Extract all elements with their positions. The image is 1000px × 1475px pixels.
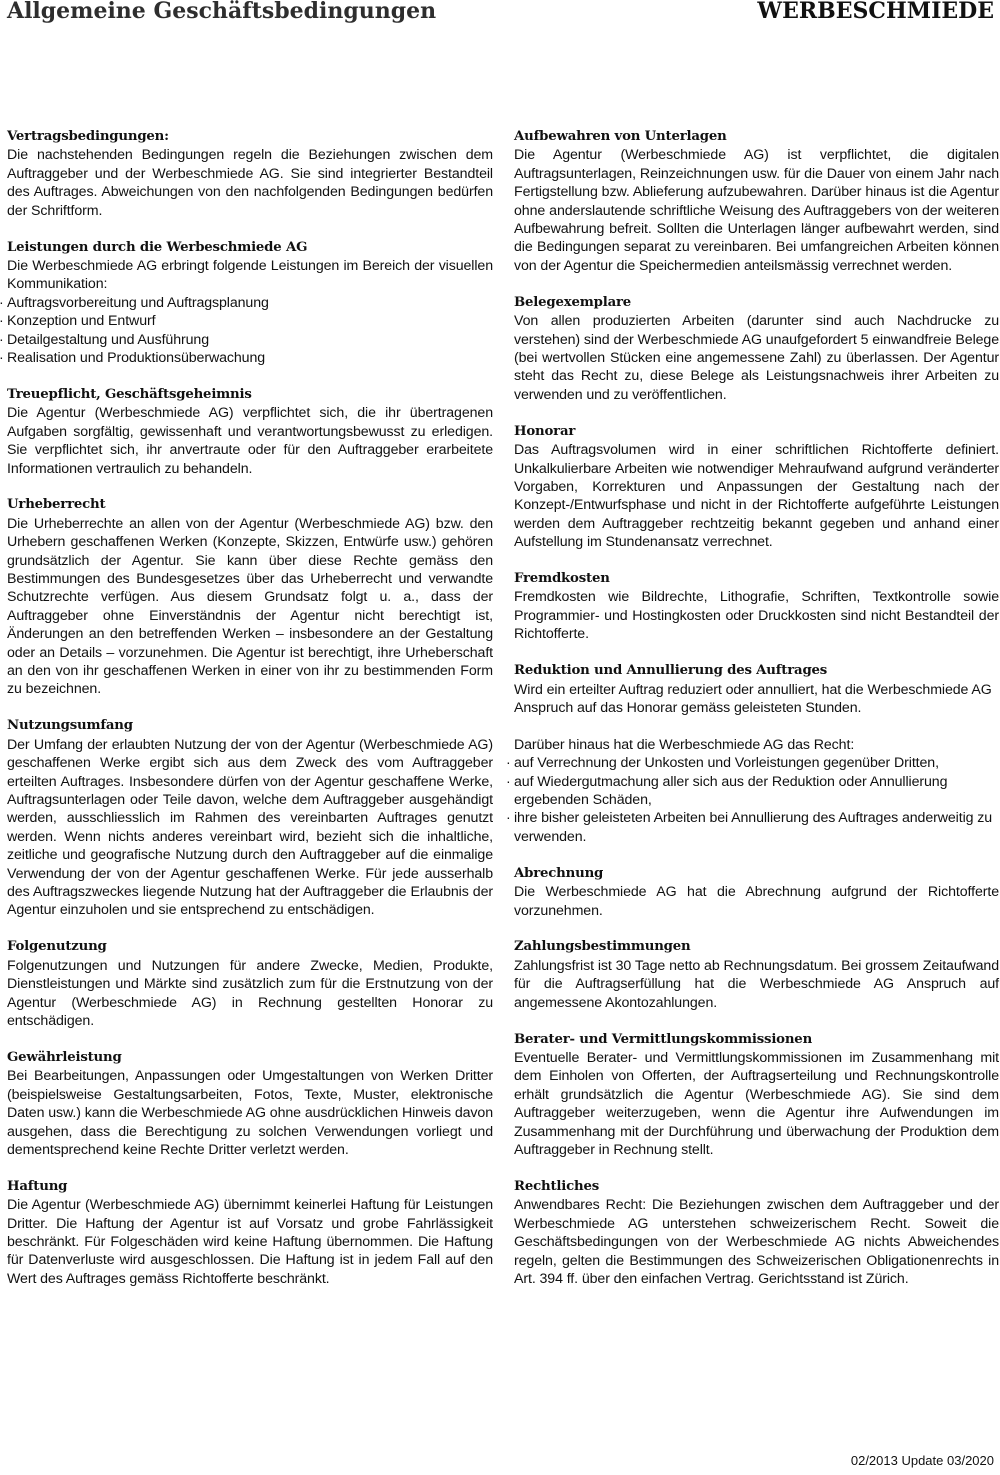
section-honorar	[514, 423, 999, 552]
section-treuepflicht	[7, 386, 493, 478]
section-gewaehrleistung	[7, 1049, 493, 1159]
section-heading: Leistungen durch die Werbeschmiede AG	[7, 239, 308, 255]
section-heading: Zahlungsbestimmungen	[514, 939, 691, 955]
list-item: · Realisation und Produktionsüberwachung	[7, 349, 493, 367]
section-rechtliches	[514, 1178, 999, 1288]
section-text: Die Agentur (Werbeschmiede AG) verpflichtet sich, die ihr übertragenen Aufgaben sorgfältig, gewissenhaft und verantwortungsbewusst zu erledigen. Sie verpflichtet sich, ihr anvertraute oder für den Auftraggeber erarbeitete Informationen vertraulich zu behandeln.	[7, 405, 493, 477]
section-text: Die Agentur (Werbeschmiede AG) ist verpflichtet, die digitalen Auftragsunterlagen, Reinzeichnungen usw. für die Dauer von einem Jahr nach Fertigstellung bzw. Ablieferung aufzubewahren. Darüber hinaus ist die Agentur ohne anderslautende schriftliche Weisung des Auftraggebers von der weiteren Aufbewahrung befreit. Sollten die Unterlagen länger aufbewahrt werden, sind die Bedingungen separat zu vereinbaren. Bei umfangreichen Arbeiten können von der Agentur die Speichermedien anteilsmässig verrechnet werden.	[514, 147, 999, 274]
section-reduktion	[514, 662, 999, 846]
section-text: Bei Bearbeitungen, Anpassungen oder Umgestaltungen von Werken Dritter (beispielsweise Gestaltungsarbeiten, Fotos, Texte, Muster, elektronische Daten usw.) kann die Werbeschmiede AG ohne ausdrücklichen Hinweis davon ausgehen, dass die Berechtigung zu solchen Verwendungen vorliegt und dementsprechend keine Rechte Dritter verletzt werden.	[7, 1068, 493, 1158]
section-zahlungsbestimmungen	[514, 938, 999, 1012]
section-heading: Reduktion und Annullierung des Auftrages	[514, 663, 828, 679]
section-nutzungsumfang	[7, 717, 493, 919]
section-fremdkosten	[514, 570, 999, 644]
list-item: · auf Wiedergutmachung aller sich aus der Reduktion oder Annullierung ergebenden Schäden,	[514, 773, 999, 810]
section-aufbewahren	[514, 128, 999, 275]
section-heading: Aufbewahren von Unterlagen	[514, 129, 727, 144]
section-heading: Rechtliches	[514, 1178, 600, 1194]
section-urheberrecht	[7, 496, 493, 698]
leistungen-list	[7, 294, 493, 368]
list-item: · Detailgestaltung und Ausführung	[7, 331, 493, 349]
section-beraterkommissionen	[514, 1031, 999, 1160]
section-text: Fremdkosten wie Bildrechte, Lithografie, Schriften, Textkontrolle sowie Programmier- und Hostingkosten oder Druckkosten sind nicht Bestandteil der Richtofferte.	[514, 589, 999, 643]
section-text: Die Werbeschmiede AG erbringt folgende Leistungen im Bereich der visuellen Kommunikation:	[7, 257, 493, 293]
section-heading: Vertragsbedingungen:	[7, 129, 169, 144]
list-item: · Konzeption und Entwurf	[7, 312, 493, 330]
section-heading: Honorar	[514, 423, 576, 439]
section-text: Die Urheberrechte an allen von der Agentur (Werbeschmiede AG) bzw. den Urhebern geschaffenen Werken (Konzepte, Skizzen, Entwürfe usw.) gehören grundsätzlich der Agentur. Sie kann über diese Rechte gemäss den Bestimmungen des Bundesgesetzes über das Urheberrecht und verwandte Schutzrechte verfügen. Aus diesem Grundsatz folgt u. a., dass der Auftraggeber ohne Einverständnis der Agentur nicht berechtigt ist, Änderungen an den betreffenden Werken – insbesondere an der Gestaltung oder an Details – vorzunehmen. Die Agentur ist berechtigt, ihre Urheberschaft an den von ihr geschaffenen Werken in einer von ihr zu bestimmenden Form zu bezeichnen.	[7, 515, 493, 698]
section-heading: Folgenutzung	[7, 939, 107, 955]
section-heading: Treuepflicht, Geschäftsgeheimnis	[7, 386, 252, 402]
section-heading: Gewährleistung	[7, 1049, 122, 1065]
list-item: · Auftragsvorbereitung und Auftragsplanung	[7, 294, 493, 312]
section-heading: Haftung	[7, 1178, 68, 1194]
section-text: Die Werbeschmiede AG hat die Abrechnung aufgrund der Richtofferte vorzunehmen.	[514, 884, 999, 919]
section-leistungen	[7, 239, 493, 368]
reduktion-list	[514, 754, 999, 846]
section-abrechnung	[514, 865, 999, 920]
right-column	[514, 128, 999, 1307]
section-heading: Belegexemplare	[514, 294, 632, 310]
section-text: Eventuelle Berater- und Vermittlungskommissionen im Zusammenhang mit dem Einholen von Offerten, der Auftragserteilung und Rechnungskontrolle erhält grundsätzlich die Agentur (Werbeschmiede AG). Sie sind dem Auftraggeber weiterzugeben, wenn die Agentur ihre Aufwendungen im Zusammenhang mit der Durchführung und überwachung der Produktion dem Auftraggeber in Rechnung stellt.	[514, 1049, 999, 1158]
brand-logo-text: WERBESCHMIEDE	[757, 0, 994, 24]
list-item: · ihre bisher geleisteten Arbeiten bei Annullierung des Auftrages anderweitig zu verwenden.	[514, 809, 999, 846]
left-column	[7, 128, 493, 1307]
version-note: 02/2013 Update 03/2020	[850, 1453, 994, 1468]
section-text: Wird ein erteilter Auftrag reduziert oder annulliert, hat die Werbeschmiede AG Anspruch auf das Honorar gemäss geleisteten Stunden.	[514, 681, 992, 716]
section-folgenutzung	[7, 938, 493, 1030]
section-heading: Urheberrecht	[7, 497, 106, 513]
section-text-2: Darüber hinaus hat die Werbeschmiede AG das Recht:	[514, 736, 855, 753]
section-belegexemplare	[514, 294, 999, 404]
section-vertragsbedingungen	[7, 128, 493, 220]
section-heading: Berater- und Vermittlungskommissionen	[514, 1031, 813, 1047]
section-haftung	[7, 1178, 493, 1288]
section-text: Zahlungsfrist ist 30 Tage netto ab Rechnungsdatum. Bei grossem Zeitaufwand für die Auftragserfüllung hat die Werbeschmiede AG Anspruch auf angemessene Akontozahlungen.	[514, 957, 999, 1011]
section-text: Die Agentur (Werbeschmiede AG) übernimmt keinerlei Haftung für Leistungen Dritter. Die Haftung der Agentur ist auf Vorsatz und grobe Fahrlässigkeit beschränkt. Für Folgeschäden wird keine Haftung übernommen. Die Haftung für Datenverluste wird ausgeschlossen. Die Haftung ist in jedem Fall auf den Wert des Auftrages gemäss Richtofferte beschränkt.	[7, 1197, 493, 1287]
section-text: Anwendbares Recht: Die Beziehungen zwischen dem Auftraggeber und der Werbeschmiede AG unterstehen schweizerischem Recht. Soweit die Geschäftsbedingungen von der Werbeschmiede AG nichts Abweichendes regeln, gelten die Bestimmungen des Schweizerischen Obligationenrechts in Art. 394 ff. über den einfachen Vertrag. Gerichtsstand ist Zürich.	[514, 1197, 999, 1287]
section-heading: Nutzungsumfang	[7, 718, 133, 734]
section-text: Folgenutzungen und Nutzungen für andere Zwecke, Medien, Produkte, Dienstleistungen und Märkte sind zusätzlich zum für die Erstnutzung von der Agentur (Werbeschmiede AG) in Rechnung gestellten Honorar zu entschädigen.	[7, 957, 493, 1029]
section-text: Die nachstehenden Bedingungen regeln die Beziehungen zwischen dem Auftraggeber und der Werbeschmiede AG. Sie sind integrierter Bestandteil des Auftrages. Abweichungen von den nachfolgenden Bedingungen bedürfen der Schriftform.	[7, 147, 493, 219]
section-heading: Abrechnung	[514, 865, 604, 881]
page-title: Allgemeine Geschäftsbedingungen	[7, 0, 437, 24]
section-text: Von allen produzierten Arbeiten (darunter sind auch Nachdrucke zu verstehen) sind der Werbeschmiede AG unaufgefordert 5 einwandfreie Belege (bei wertvollen Stücken eine angemessene Zahl) zu überlassen. Der Agentur steht das Recht zu, diese Belege als Leistungsnachweis ihrer Arbeiten zu verwenden und zu veröffentlichen.	[514, 313, 999, 403]
section-text: Das Auftragsvolumen wird in einer schriftlichen Richtofferte definiert. Unkalkulierbare Arbeiten wie notwendiger Mehraufwand aufgrund veränderter Vorgaben, Korrekturen und Anpassungen der Gestaltung nach der Konzept-/Entwurfsphase und nicht in der Richtofferte aufgeführte Leistungen werden dem Auftraggeber rechtzeitig bekannt gegeben und anhand einer Aufstellung im Stundenansatz verrechnet.	[514, 442, 999, 551]
list-item: · auf Verrechnung der Unkosten und Vorleistungen gegenüber Dritten,	[514, 754, 999, 772]
section-heading: Fremdkosten	[514, 571, 610, 587]
section-text: Der Umfang der erlaubten Nutzung der von der Agentur (Werbeschmiede AG) geschaffenen Werke ergibt sich aus dem Zweck des vom Auftraggeber erteilten Auftrages. Insbesondere dürfen von der Agentur geschaffene Werke, Auftragsunterlagen oder Teile davon, welche dem Auftraggeber ausgehändigt werden, ausschliesslich im Rahmen des vereinbarten Auftrages genutzt werden. Wenn nichts anderes vereinbart wird, bezieht sich die inhaltliche, zeitliche und geografische Nutzung durch den Auftraggeber auf die einmalige Verwendung der von der Agentur geschaffenen Werke. Für jede ausserhalb des Auftragszweckes liegende Nutzung hat der Auftraggeber die Erlaubnis der Agentur einzuholen und sie entsprechend zu entschädigen.	[7, 736, 493, 919]
